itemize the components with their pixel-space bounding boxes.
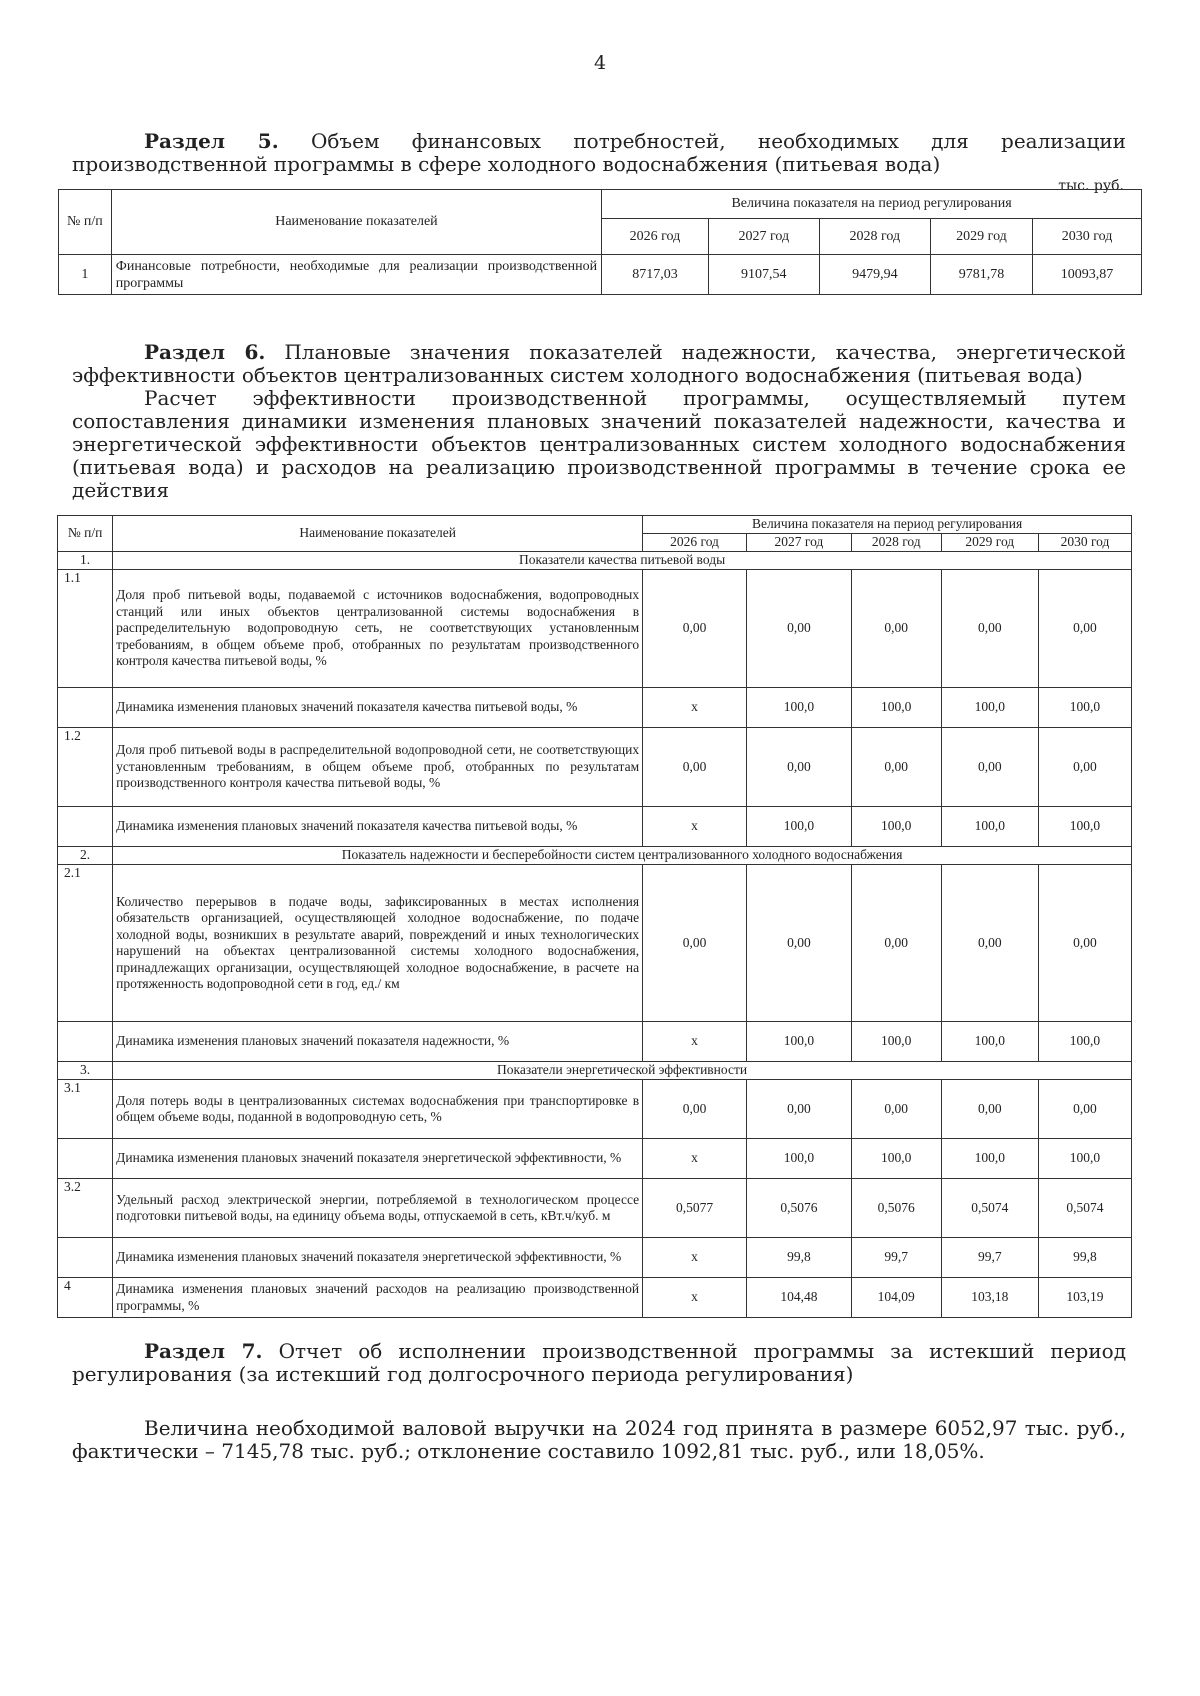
row-name: Доля потерь воды в централизованных системах водоснабжения при транспортировке в общем объеме воды, поданной в водопроводную сеть, % xyxy=(113,1080,643,1139)
table-row xyxy=(58,570,1132,688)
group-title: Показатели качества питьевой воды xyxy=(113,552,1132,570)
t1-year: 2028 год xyxy=(819,219,930,255)
group-title: Показатели энергетической эффективности xyxy=(113,1062,1132,1080)
row-num xyxy=(58,1022,113,1062)
value-cell: 0,00 xyxy=(851,1080,941,1139)
t1-row-name: Финансовые потребности, необходимые для реализации производственной программы xyxy=(111,255,601,295)
row-name: Динамика изменения плановых значений показателя качества питьевой воды, % xyxy=(113,807,643,847)
row-num: 2.1 xyxy=(58,865,113,1022)
value-cell: 100,0 xyxy=(1038,807,1131,847)
t1-value: 9107,54 xyxy=(708,255,819,295)
t1-value: 10093,87 xyxy=(1033,255,1142,295)
row-name: Динамика изменения плановых значений расходов на реализацию производственной программы, % xyxy=(113,1278,643,1318)
unit-label: тыс. руб. xyxy=(1058,178,1124,194)
value-cell: 0,5076 xyxy=(851,1179,941,1238)
row-num: 1.1 xyxy=(58,570,113,688)
value-cell: 103,18 xyxy=(941,1278,1038,1318)
value-cell: 0,00 xyxy=(643,1080,747,1139)
row-num: 4 xyxy=(58,1278,113,1318)
value-cell: 100,0 xyxy=(746,807,851,847)
value-cell: 0,00 xyxy=(1038,1080,1131,1139)
t2-header-period: Величина показателя на период регулирования xyxy=(643,516,1132,534)
value-cell: 100,0 xyxy=(1038,688,1131,728)
group-num: 3. xyxy=(58,1062,113,1080)
value-cell: 100,0 xyxy=(851,1139,941,1179)
row-name: Доля проб питьевой воды, подаваемой с источников водоснабжения, водопроводных станций или иных объектов централизованной системы водоснабжения в распределительную водопроводную сеть, не соответствующих установленным требованиям, в общем объеме проб, отобранных по результатам производственного контроля качества питьевой воды, % xyxy=(113,570,643,688)
value-cell: 100,0 xyxy=(941,807,1038,847)
t1-value: 8717,03 xyxy=(602,255,709,295)
value-cell: x xyxy=(643,1022,747,1062)
row-num xyxy=(58,688,113,728)
value-cell: 0,00 xyxy=(941,728,1038,807)
value-cell: 0,00 xyxy=(746,1080,851,1139)
value-cell: 100,0 xyxy=(851,688,941,728)
value-cell: 100,0 xyxy=(851,807,941,847)
value-cell: 0,00 xyxy=(941,1080,1038,1139)
value-cell: 0,00 xyxy=(746,728,851,807)
value-cell: 0,00 xyxy=(643,865,747,1022)
section7-text: Отчет об исполнении производственной программы за истекший период регулирования (за истекший год долгосрочного периода регулирования) xyxy=(72,1339,1127,1386)
row-name: Динамика изменения плановых значений показателя надежности, % xyxy=(113,1022,643,1062)
value-cell: 0,00 xyxy=(851,570,941,688)
value-cell: x xyxy=(643,1139,747,1179)
value-cell: 0,00 xyxy=(851,865,941,1022)
t2-year: 2029 год xyxy=(941,534,1038,552)
group-row xyxy=(58,1062,1132,1080)
row-name: Динамика изменения плановых значений показателя энергетической эффективности, % xyxy=(113,1238,643,1278)
value-cell: 99,7 xyxy=(851,1238,941,1278)
table-row xyxy=(58,1179,1132,1238)
row-name: Динамика изменения плановых значений показателя качества питьевой воды, % xyxy=(113,688,643,728)
table-row xyxy=(58,1278,1132,1318)
value-cell: 103,19 xyxy=(1038,1278,1131,1318)
t2-header-name: Наименование показателей xyxy=(113,516,643,552)
t2-header-num: № п/п xyxy=(58,516,113,552)
value-cell: 100,0 xyxy=(851,1022,941,1062)
page-number: 4 xyxy=(593,52,607,74)
t1-row-num: 1 xyxy=(59,255,112,295)
t1-year: 2029 год xyxy=(930,219,1032,255)
value-cell: 0,00 xyxy=(643,570,747,688)
row-name: Динамика изменения плановых значений показателя энергетической эффективности, % xyxy=(113,1139,643,1179)
value-cell: 100,0 xyxy=(746,1139,851,1179)
financial-needs-table xyxy=(58,189,1142,295)
row-num: 3.1 xyxy=(58,1080,113,1139)
section5-heading xyxy=(72,130,1126,176)
t1-header-num: № п/п xyxy=(59,190,112,255)
table-row xyxy=(58,688,1132,728)
value-cell: 0,00 xyxy=(746,865,851,1022)
group-num: 1. xyxy=(58,552,113,570)
value-cell: 99,8 xyxy=(746,1238,851,1278)
group-num: 2. xyxy=(58,847,113,865)
t1-row xyxy=(59,255,1142,295)
value-cell: x xyxy=(643,1278,747,1318)
value-cell: x xyxy=(643,807,747,847)
value-cell: 0,00 xyxy=(746,570,851,688)
t2-year: 2030 год xyxy=(1038,534,1131,552)
row-name: Количество перерывов в подаче воды, зафиксированных в местах исполнения обязательств организацией, осуществляющей холодное водоснабжение, по подаче холодной воды, возникших в результате аварий, повреждений и иных технологических нарушений на объектах централизованной системы холодного водоснабжения, принадлежащих организации, осуществляющей холодное водоснабжение, в расчете на протяженность водопроводной сети в год, ед./ км xyxy=(113,865,643,1022)
value-cell: 0,5076 xyxy=(746,1179,851,1238)
group-row xyxy=(58,552,1132,570)
value-cell: 0,00 xyxy=(643,728,747,807)
section5-label: Раздел 5. xyxy=(144,129,279,153)
value-cell: 100,0 xyxy=(746,1022,851,1062)
section7-paragraph: Величина необходимой валовой выручки на 2024 год принята в размере 6052,97 тыс. руб., фактически – 7145,78 тыс. руб.; отклонение составило 1092,81 тыс. руб., или 18,05%. xyxy=(72,1416,1126,1463)
value-cell: 100,0 xyxy=(941,1139,1038,1179)
row-name: Доля проб питьевой воды в распределительной водопроводной сети, не соответствующих установленным требованиям, в общем объеме проб, отобранных по результатам производственного контроля качества питьевой воды, % xyxy=(113,728,643,807)
section6-heading xyxy=(72,341,1126,387)
table-row xyxy=(58,1139,1132,1179)
value-cell: 0,00 xyxy=(1038,865,1131,1022)
value-cell: 99,7 xyxy=(941,1238,1038,1278)
t1-year: 2026 год xyxy=(602,219,709,255)
value-cell: 0,00 xyxy=(941,865,1038,1022)
group-row xyxy=(58,847,1132,865)
t1-value: 9781,78 xyxy=(930,255,1032,295)
value-cell: 100,0 xyxy=(746,688,851,728)
section7-heading xyxy=(72,1340,1126,1386)
value-cell: x xyxy=(643,688,747,728)
group-title: Показатель надежности и бесперебойности систем централизованного холодного водоснабжения xyxy=(113,847,1132,865)
t1-year: 2027 год xyxy=(708,219,819,255)
table-row xyxy=(58,1080,1132,1139)
value-cell: 100,0 xyxy=(941,688,1038,728)
value-cell: 99,8 xyxy=(1038,1238,1131,1278)
row-num xyxy=(58,1139,113,1179)
value-cell: 104,48 xyxy=(746,1278,851,1318)
table-row xyxy=(58,865,1132,1022)
value-cell: 0,00 xyxy=(941,570,1038,688)
value-cell: 100,0 xyxy=(1038,1022,1131,1062)
row-num: 1.2 xyxy=(58,728,113,807)
section6-paragraph: Расчет эффективности производственной программы, осуществляемый путем сопоставления динамики изменения плановых значений показателей надежности, качества и энергетической эффективности объектов централизованных систем холодного водоснабжения (питьевая вода) и расходов на реализацию производственной программы в течение срока ее действия xyxy=(72,386,1126,502)
table-row xyxy=(58,807,1132,847)
section6-label: Раздел 6. xyxy=(144,340,266,364)
table-row xyxy=(58,728,1132,807)
t2-body xyxy=(58,552,1132,1318)
value-cell: 100,0 xyxy=(1038,1139,1131,1179)
t1-value: 9479,94 xyxy=(819,255,930,295)
indicators-table xyxy=(57,515,1132,1318)
t2-year: 2026 год xyxy=(643,534,747,552)
value-cell: 0,5074 xyxy=(941,1179,1038,1238)
section5-text: Объем финансовых потребностей, необходимых для реализации производственной программы в сфере холодного водоснабжения (питьевая вода) xyxy=(72,129,1126,176)
t2-year: 2028 год xyxy=(851,534,941,552)
value-cell: 0,00 xyxy=(1038,570,1131,688)
value-cell: 0,00 xyxy=(851,728,941,807)
value-cell: 0,00 xyxy=(1038,728,1131,807)
table-row xyxy=(58,1022,1132,1062)
row-num xyxy=(58,1238,113,1278)
row-num: 3.2 xyxy=(58,1179,113,1238)
value-cell: x xyxy=(643,1238,747,1278)
t2-year: 2027 год xyxy=(746,534,851,552)
t1-header-name: Наименование показателей xyxy=(111,190,601,255)
row-num xyxy=(58,807,113,847)
value-cell: 0,5077 xyxy=(643,1179,747,1238)
row-name: Удельный расход электрической энергии, потребляемой в технологическом процессе подготовки питьевой воды, на единицу объема воды, отпускаемой в сеть, кВт.ч/куб. м xyxy=(113,1179,643,1238)
value-cell: 104,09 xyxy=(851,1278,941,1318)
t1-header-period: Величина показателя на период регулирования xyxy=(602,190,1142,219)
value-cell: 0,5074 xyxy=(1038,1179,1131,1238)
section7-label: Раздел 7. xyxy=(144,1339,263,1363)
t1-year: 2030 год xyxy=(1033,219,1142,255)
value-cell: 100,0 xyxy=(941,1022,1038,1062)
table-row xyxy=(58,1238,1132,1278)
section6-text: Плановые значения показателей надежности, качества, энергетической эффективности объектов централизованных систем холодного водоснабжения (питьевая вода) xyxy=(72,340,1126,387)
